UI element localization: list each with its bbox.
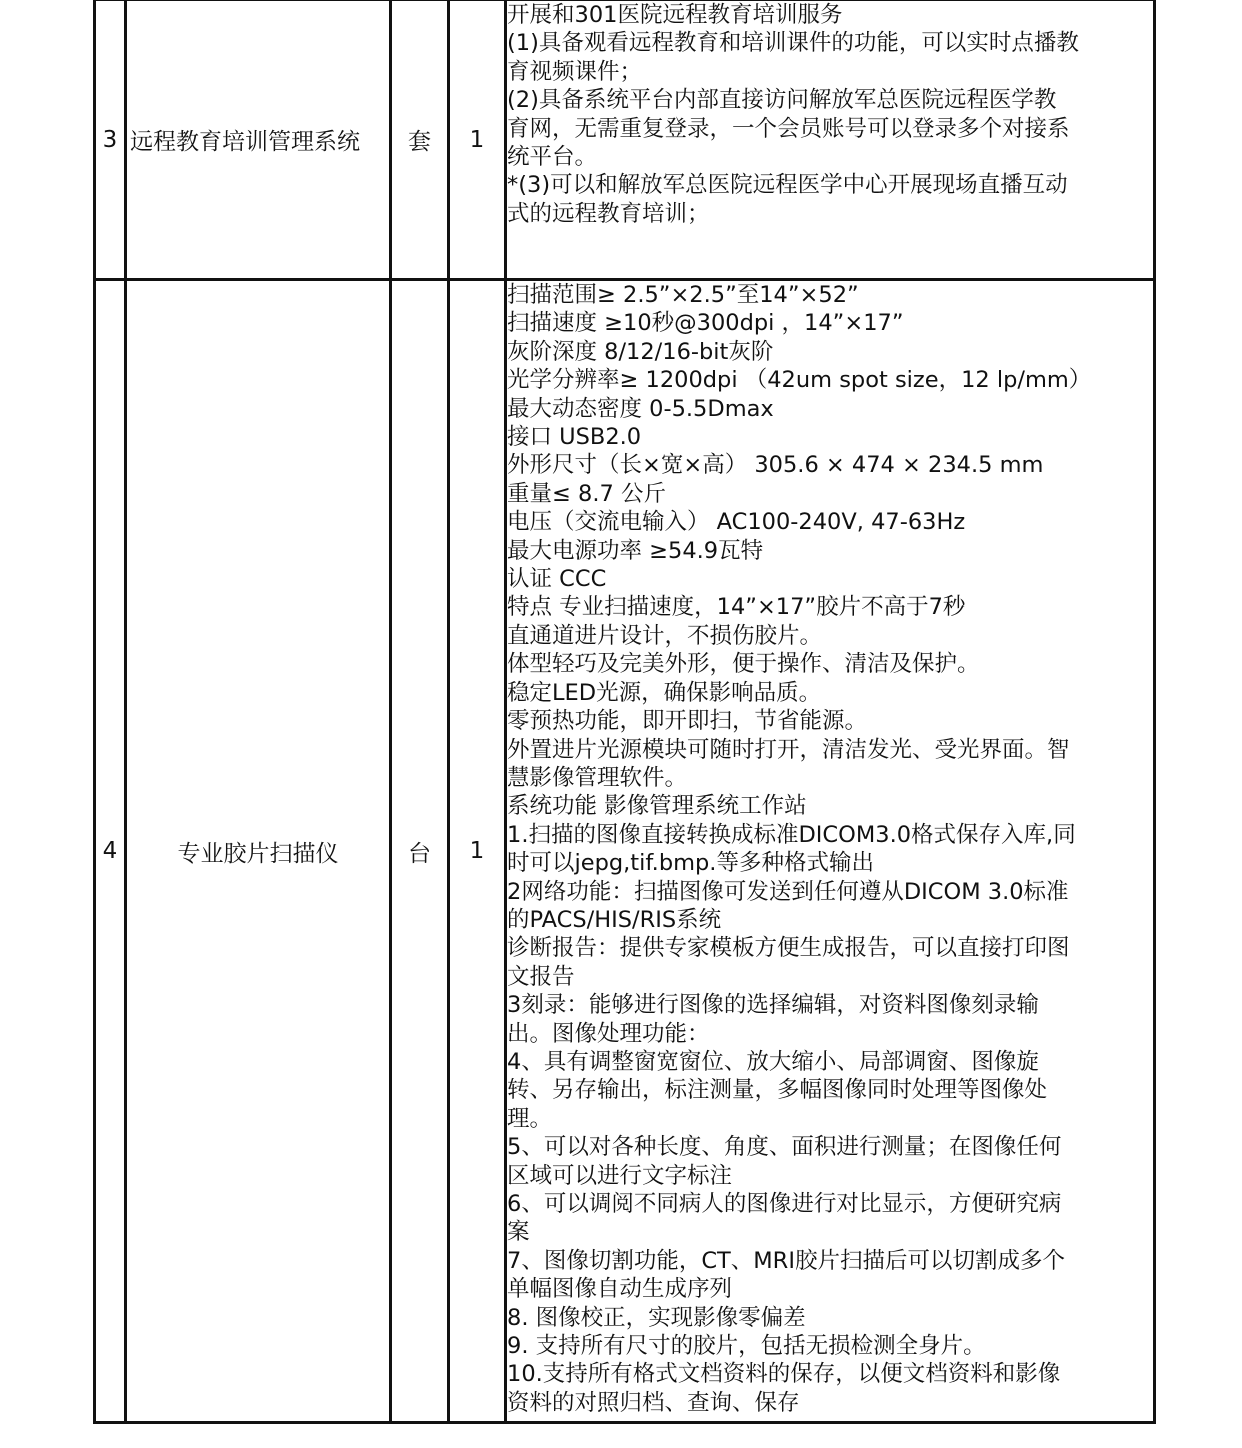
description-line: 开展和301医院远程教育培训服务 bbox=[507, 2, 843, 28]
description-line: 10.支持所有格式文档资料的保存，以便文档资料和影像 bbox=[507, 1361, 1061, 1388]
description-line: 8. 图像校正，实现影像零偏差 bbox=[507, 1304, 806, 1331]
description-line: 系统功能 影像管理系统工作站 bbox=[507, 793, 807, 820]
description-line: 扫描范围≥ 2.5”×2.5”至14”×52” bbox=[507, 282, 859, 308]
description-lines bbox=[507, 1, 1153, 228]
description-line: 电压（交流电输入） AC100-240V, 47-63Hz bbox=[507, 509, 966, 536]
description-line: 认证 CCC bbox=[507, 566, 607, 593]
description-line: 统平台。 bbox=[507, 144, 598, 171]
description-line: *(3)可以和解放军总医院远程医学中心开展现场直播互动 bbox=[507, 172, 1068, 199]
description-line: 区域可以进行文字标注 bbox=[507, 1162, 733, 1189]
table-row bbox=[95, 0, 1155, 280]
row-number: 3 bbox=[95, 0, 126, 280]
description-line: (2)具备系统平台内部直接访问解放军总医院远程医学教 bbox=[507, 87, 1057, 114]
description-line: 零预热功能，即开即扫，节省能源。 bbox=[507, 708, 868, 735]
description-line: 时可以jepg,tif.bmp.等多种格式输出 bbox=[507, 850, 874, 877]
description-line: 6、可以调阅不同病人的图像进行对比显示，方便研究病 bbox=[507, 1191, 1062, 1217]
description-line: 育网，无需重复登录，一个会员账号可以登录多个对接系 bbox=[507, 115, 1070, 142]
item-name: 远程教育培训管理系统 bbox=[126, 0, 391, 280]
description-line: 单幅图像自动生成序列 bbox=[507, 1276, 733, 1303]
description-line: 4、具有调整窗宽窗位、放大缩小、局部调窗、图像旋 bbox=[507, 1048, 1039, 1075]
description-line: 最大动态密度 0-5.5Dmax bbox=[507, 395, 774, 422]
description-line: 育视频课件； bbox=[507, 58, 643, 85]
description-line: 9. 支持所有尺寸的胶片，包括无损检测全身片。 bbox=[507, 1333, 986, 1360]
item-name: 专业胶片扫描仪 bbox=[126, 280, 391, 1423]
description-line: 诊断报告：提供专家模板方便生成报告，可以直接打印图 bbox=[507, 935, 1070, 962]
description-line: 最大电源功率 ≥54.9瓦特 bbox=[507, 537, 764, 564]
description-line: 慧影像管理软件。 bbox=[507, 764, 688, 791]
description-line: 理。 bbox=[507, 1105, 553, 1132]
item-quantity: 1 bbox=[449, 280, 506, 1423]
equipment-spec-table bbox=[93, 0, 1156, 1424]
item-unit: 套 bbox=[391, 0, 449, 280]
description-line: 式的远程教育培训； bbox=[507, 200, 710, 227]
description-line: 灰阶深度 8/12/16-bit灰阶 bbox=[507, 338, 774, 365]
description-line: 接口 USB2.0 bbox=[507, 424, 642, 451]
description-line: 光学分辨率≥ 1200dpi （42um spot size，12 lp/mm） bbox=[507, 367, 1092, 394]
description-line: 1.扫描的图像直接转换成标准DICOM3.0格式保存入库,同 bbox=[507, 821, 1076, 848]
description-line: 5、可以对各种长度、角度、面积进行测量；在图像任何 bbox=[507, 1134, 1062, 1161]
description-line: 特点 专业扫描速度，14”×17”胶片不高于7秒 bbox=[507, 594, 966, 621]
description-line: 3刻录：能够进行图像的选择编辑，对资料图像刻录输 bbox=[507, 992, 1039, 1019]
table-row bbox=[95, 280, 1155, 1423]
description-line: 外置进片光源模块可随时打开，清洁发光、受光界面。智 bbox=[507, 736, 1070, 763]
item-unit: 台 bbox=[391, 280, 449, 1423]
description-line: 重量≤ 8.7 公斤 bbox=[507, 480, 666, 507]
description-line: 资料的对照归档、查询、保存 bbox=[507, 1389, 800, 1416]
description-line: 出。图像处理功能： bbox=[507, 1020, 710, 1047]
item-description bbox=[506, 280, 1155, 1423]
description-line: 2网络功能：扫描图像可发送到任何遵从DICOM 3.0标准 bbox=[507, 878, 1069, 905]
description-line: 稳定LED光源，确保影响品质。 bbox=[507, 679, 822, 706]
description-line: 案 bbox=[507, 1219, 530, 1246]
description-lines bbox=[507, 281, 1153, 1417]
row-number: 4 bbox=[95, 280, 126, 1423]
description-line: 7、图像切割功能，CT、MRI胶片扫描后可以切割成多个 bbox=[507, 1247, 1065, 1274]
description-line: 的PACS/HIS/RIS系统 bbox=[507, 906, 722, 933]
description-line: 文报告 bbox=[507, 963, 575, 990]
item-quantity: 1 bbox=[449, 0, 506, 280]
description-line: 外形尺寸（长×宽×高） 305.6 × 474 × 234.5 mm bbox=[507, 452, 1044, 479]
description-line: (1)具备观看远程教育和培训课件的功能，可以实时点播教 bbox=[507, 30, 1079, 57]
item-description bbox=[506, 0, 1155, 280]
description-line: 体型轻巧及完美外形，便于操作、清洁及保护。 bbox=[507, 651, 980, 678]
description-line: 直通道进片设计，不损伤胶片。 bbox=[507, 622, 823, 649]
description-line: 扫描速度 ≥10秒@300dpi ，14”×17” bbox=[507, 310, 904, 337]
description-line: 转、另存输出，标注测量，多幅图像同时处理等图像处 bbox=[507, 1077, 1048, 1104]
